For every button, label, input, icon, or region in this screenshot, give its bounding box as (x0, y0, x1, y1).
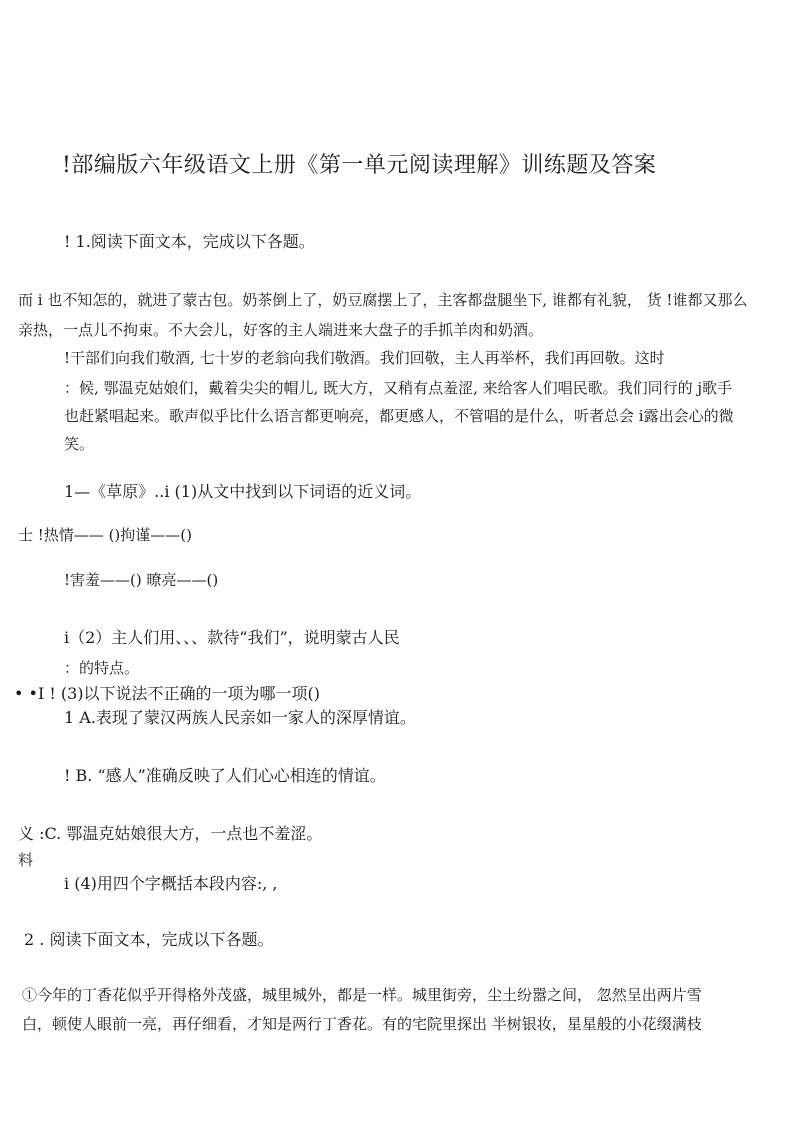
passage-1-line: 也赶紧唱起来。歌声似乎比什么语言都更响亮，都更感人，不管唱的是什么，听者总会 i露出会心的微 (64, 407, 734, 425)
sub-question-3-line: • •I ! (3)以下说法不正确的一项为哪一项() (14, 684, 321, 703)
option-b: ! B. “感人”准确反映了人们心心相连的情谊。 (64, 766, 386, 785)
passage-1-line: !干部们向我们敬酒, 七十岁的老翁向我们敬酒。我们回敬，主人再举杯，我们再回敬。这时 (64, 349, 665, 367)
vocab-row-2: !害羞——() 暸亮——() (64, 571, 219, 589)
sub-question-2-line-2: ：的特点。 (64, 659, 140, 677)
sub-question-2-line-1: i（2）主人们用、、、款待“我们”，说明蒙古人民 (64, 628, 400, 647)
vocab-row-1: 士 !热情—— ()拘谨——() (18, 526, 192, 544)
passage-1-line: 而 i 也不知怎的，就进了蒙古包。奶茶倒上了，奶豆腐摆上了，主客都盘腿坐下, 谁都有礼貌， 货 !谁都又那么 (18, 291, 748, 309)
option-c: 义 :C. 鄂温克姑娘很大方，一点也不羞涩。 (18, 824, 323, 843)
question-1-heading: ! 1.阅读下面文本，完成以下各题。 (64, 232, 315, 251)
option-a: 1 A.表现了蒙汉两族人民亲如一家人的深厚情谊。 (64, 708, 416, 727)
passage-1-line: 亲热，一点儿不拘束。不大会儿，好客的主人端进来大盘子的手抓羊肉和奶酒。 (18, 321, 544, 339)
question-1-source-line: 1—《草原》..i (1)从文中找到以下词语的近义词。 (64, 482, 422, 501)
sub-question-4-line: i (4)用四个字概括本段内容:, , (64, 874, 278, 893)
question-2-heading: 2 . 阅读下面文本，完成以下各题。 (24, 930, 274, 949)
document-title: !部编版六年级语文上册《第一单元阅读理解》训练题及答案 (62, 153, 657, 178)
passage-1-line: ：候, 鄂温克姑娘们，戴着尖尖的帽儿, 既大方，又稍有点羞涩, 来给客人们唱民歌。我们同行的 j歌手 (64, 379, 733, 397)
margin-mark: 料 (18, 851, 34, 869)
passage-1-line: 笑。 (64, 435, 95, 453)
passage-2-line: ①今年的丁香花似乎开得格外茂盛，城里城外，都是一样。城里街旁，尘土纷嚣之间， 忽然呈出两片雪 (22, 986, 702, 1004)
passage-2-line: 白，顿使人眼前一亮，再仔细看，才知是两行丁香花。有的宅院里探出 半树银妆，星星般的小花缀满枝 (22, 1015, 702, 1033)
